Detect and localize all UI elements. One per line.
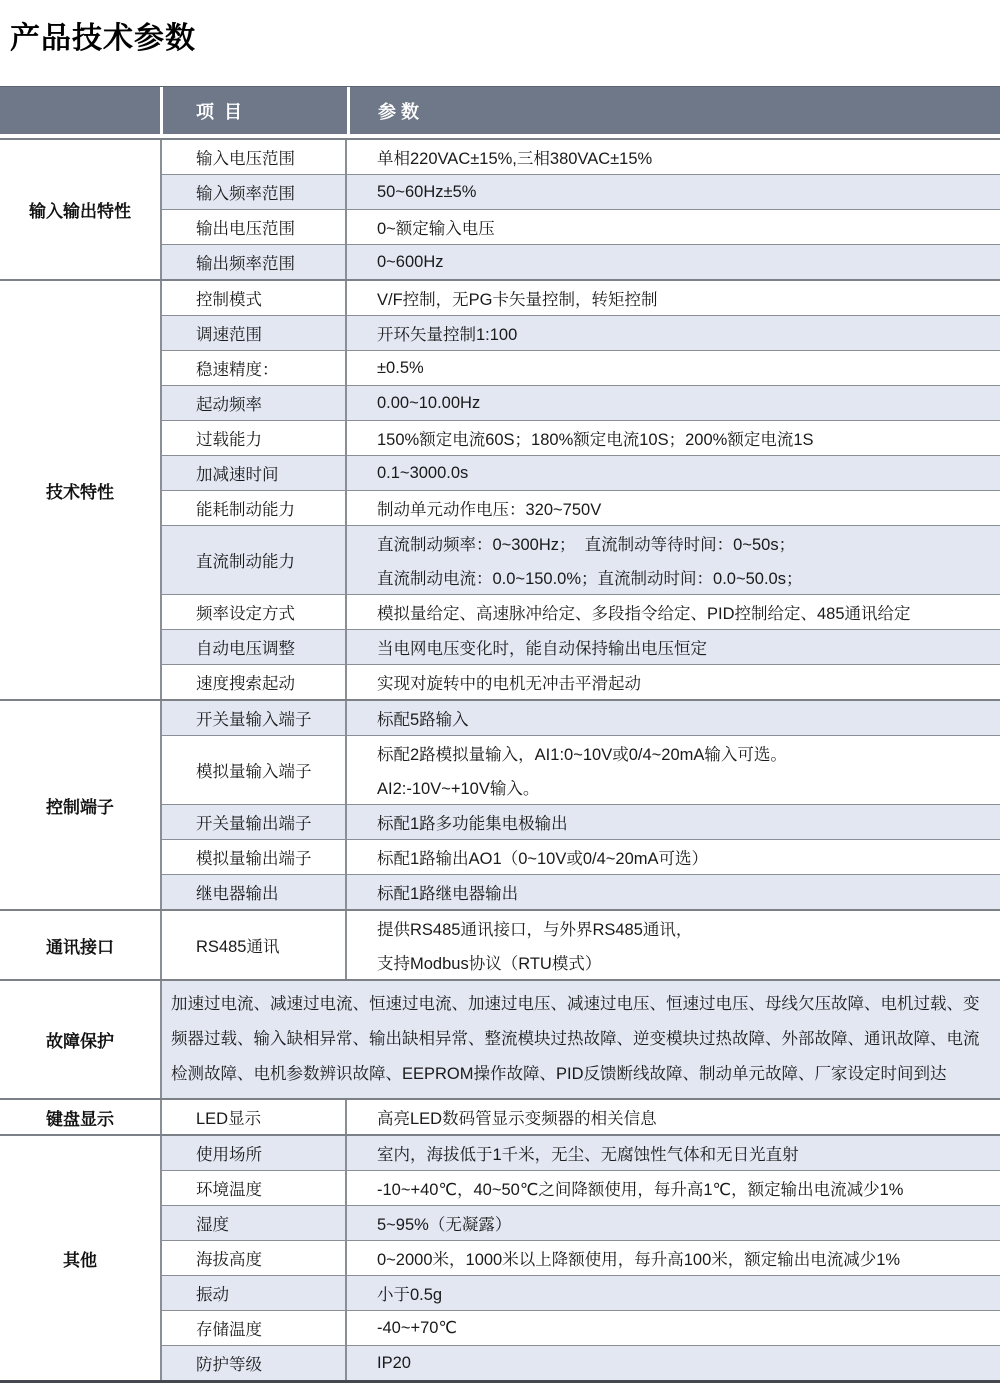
value-line: 标配2路模拟量输入，AI1:0~10V或0/4~20mA输入可选。 xyxy=(377,746,787,764)
section-rows xyxy=(160,140,1000,279)
category-cell: 故障保护 xyxy=(0,981,160,1098)
table-row xyxy=(162,701,1000,735)
item-cell: 模拟量输入端子 xyxy=(162,736,347,804)
table-row xyxy=(162,174,1000,209)
table-row xyxy=(162,244,1000,279)
header-item-column: 项 目 xyxy=(160,87,347,134)
value-line: 标配1路多功能集电极输出 xyxy=(377,815,568,833)
table-row xyxy=(162,804,1000,839)
item-cell: LED显示 xyxy=(162,1100,347,1134)
value-line: 模拟量给定、高速脉冲给定、多段指令给定、PID控制给定、485通讯给定 xyxy=(377,605,911,623)
value-line: ±0.5% xyxy=(377,358,424,377)
section-rows xyxy=(160,1136,1000,1380)
value-cell xyxy=(347,316,1000,350)
item-cell: 调速范围 xyxy=(162,316,347,350)
table-row xyxy=(162,1100,1000,1134)
value-line: 标配5路输入 xyxy=(377,711,469,729)
value-line: 0~2000米，1000米以上降额使用，每升高100米，额定输出电流减少1% xyxy=(377,1251,901,1269)
item-cell: 开关量输出端子 xyxy=(162,805,347,839)
category-cell: 输入输出特性 xyxy=(0,140,160,279)
category-cell: 其他 xyxy=(0,1136,160,1380)
category-cell: 键盘显示 xyxy=(0,1100,160,1134)
value-cell xyxy=(347,175,1000,209)
value-line: 直流制动频率：0~300Hz； 直流制动等待时间：0~50s； xyxy=(377,536,796,554)
section-rows xyxy=(160,981,1000,1098)
page-title: 产品技术参数 xyxy=(10,22,196,55)
item-cell: RS485通讯 xyxy=(162,911,347,979)
item-cell: 能耗制动能力 xyxy=(162,491,347,525)
section-rows xyxy=(160,1100,1000,1134)
value-line: 0~600Hz xyxy=(377,252,444,271)
table-row xyxy=(162,664,1000,699)
value-line: -40~+70℃ xyxy=(377,1319,458,1337)
value-line: 标配1路继电器输出 xyxy=(377,885,519,903)
item-cell: 输入频率范围 xyxy=(162,175,347,209)
item-cell: 继电器输出 xyxy=(162,875,347,909)
table-section xyxy=(0,1098,1000,1134)
value-cell xyxy=(347,1100,1000,1134)
item-cell: 环境温度 xyxy=(162,1171,347,1205)
value-cell xyxy=(347,840,1000,874)
item-cell: 速度搜索起动 xyxy=(162,665,347,699)
table-row xyxy=(162,140,1000,174)
item-cell: 海拔高度 xyxy=(162,1241,347,1275)
table-row xyxy=(162,281,1000,315)
value-line: IP20 xyxy=(377,1353,411,1372)
value-line: 直流制动电流：0.0~150.0%；直流制动时间：0.0~50.0s； xyxy=(377,570,803,588)
value-line: 制动单元动作电压：320~750V xyxy=(377,501,602,519)
value-cell xyxy=(347,210,1000,244)
section-rows xyxy=(160,281,1000,699)
table-row xyxy=(162,525,1000,594)
value-cell xyxy=(347,1311,1000,1345)
value-line: 0~额定输入电压 xyxy=(377,220,495,238)
value-cell xyxy=(347,491,1000,525)
value-cell xyxy=(347,630,1000,664)
item-cell: 开关量输入端子 xyxy=(162,701,347,735)
item-cell: 起动频率 xyxy=(162,386,347,420)
header-category-column xyxy=(0,87,160,134)
section-rows xyxy=(160,701,1000,909)
value-cell xyxy=(347,1136,1000,1170)
table-row xyxy=(162,1240,1000,1275)
table-section xyxy=(0,909,1000,979)
value-cell xyxy=(347,701,1000,735)
table-row xyxy=(162,1275,1000,1310)
value-line: 0.1~3000.0s xyxy=(377,463,469,482)
table-row xyxy=(162,735,1000,804)
value-line: 单相220VAC±15%,三相380VAC±15% xyxy=(377,150,653,168)
item-cell: 频率设定方式 xyxy=(162,595,347,629)
value-cell xyxy=(347,351,1000,385)
table-section xyxy=(0,138,1000,279)
table-header-row xyxy=(0,86,1000,134)
item-cell: 过载能力 xyxy=(162,421,347,455)
value-cell xyxy=(347,665,1000,699)
value-line: 提供RS485通讯接口，与外界RS485通讯， xyxy=(377,921,693,939)
value-cell xyxy=(347,245,1000,279)
item-cell: 加减速时间 xyxy=(162,456,347,490)
table-row xyxy=(162,385,1000,420)
value-line: V/F控制，无PG卡矢量控制，转矩控制 xyxy=(377,291,658,309)
value-cell xyxy=(347,140,1000,174)
value-cell xyxy=(347,911,1000,979)
value-cell xyxy=(347,1276,1000,1310)
table-row xyxy=(162,1345,1000,1380)
table-row xyxy=(162,490,1000,525)
spec-table xyxy=(0,86,1000,1383)
value-line: 室内，海拔低于1千米，无尘、无腐蚀性气体和无日光直射 xyxy=(377,1146,799,1164)
item-cell: 直流制动能力 xyxy=(162,526,347,594)
value-line: AI2:-10V~+10V输入。 xyxy=(377,780,540,798)
value-cell xyxy=(347,456,1000,490)
item-cell: 存储温度 xyxy=(162,1311,347,1345)
value-cell xyxy=(347,1206,1000,1240)
table-row xyxy=(162,1310,1000,1345)
category-cell: 技术特性 xyxy=(0,281,160,699)
table-row xyxy=(162,420,1000,455)
section-rows xyxy=(160,911,1000,979)
value-cell xyxy=(347,595,1000,629)
value-cell xyxy=(347,386,1000,420)
table-row xyxy=(162,455,1000,490)
item-cell: 输出电压范围 xyxy=(162,210,347,244)
table-row xyxy=(162,1205,1000,1240)
table-section xyxy=(0,699,1000,909)
item-cell: 输入电压范围 xyxy=(162,140,347,174)
value-cell xyxy=(347,281,1000,315)
item-cell: 振动 xyxy=(162,1276,347,1310)
table-row xyxy=(162,594,1000,629)
table-section xyxy=(0,279,1000,699)
table-row xyxy=(162,315,1000,350)
item-cell: 防护等级 xyxy=(162,1346,347,1380)
value-cell xyxy=(347,1171,1000,1205)
category-cell: 控制端子 xyxy=(0,701,160,909)
item-cell: 使用场所 xyxy=(162,1136,347,1170)
table-row xyxy=(162,1170,1000,1205)
value-cell xyxy=(347,875,1000,909)
table-body xyxy=(0,138,1000,1383)
item-cell: 稳速精度： xyxy=(162,351,347,385)
value-cell xyxy=(347,805,1000,839)
value-line: 0.00~10.00Hz xyxy=(377,393,481,412)
value-cell xyxy=(347,526,1000,594)
item-cell: 自动电压调整 xyxy=(162,630,347,664)
value-line: 标配1路输出AO1（0~10V或0/4~20mA可选） xyxy=(377,850,709,868)
table-row xyxy=(162,839,1000,874)
table-row xyxy=(162,874,1000,909)
header-param-column: 参 数 xyxy=(347,87,1000,134)
item-cell: 控制模式 xyxy=(162,281,347,315)
merged-value-cell: 加速过电流、减速过电流、恒速过电流、加速过电压、减速过电压、恒速过电压、母线欠压故障、电机过载、变频器过载、输入缺相异常、输出缺相异常、整流模块过热故障、逆变模块过热故障、外部故障、通讯故障、电流检测故障、电机参数辨识故障、EEPROM操作故障、PID反馈断线故障、制动单元故障、厂家设定时间到达 xyxy=(162,981,1000,1098)
category-cell: 通讯接口 xyxy=(0,911,160,979)
value-line: 支持Modbus协议（RTU模式） xyxy=(377,955,602,973)
table-row xyxy=(162,629,1000,664)
item-cell: 模拟量输出端子 xyxy=(162,840,347,874)
value-line: 开环矢量控制1:100 xyxy=(377,326,518,344)
table-section xyxy=(0,979,1000,1098)
value-cell xyxy=(347,1346,1000,1380)
table-row xyxy=(162,350,1000,385)
value-line: 5~95%（无凝露） xyxy=(377,1216,512,1234)
table-row xyxy=(162,911,1000,979)
table-row xyxy=(162,209,1000,244)
value-cell xyxy=(347,736,1000,804)
value-cell xyxy=(347,421,1000,455)
value-cell xyxy=(347,1241,1000,1275)
item-cell: 输出频率范围 xyxy=(162,245,347,279)
value-line: -10~+40℃，40~50℃之间降额使用，每升高1℃，额定输出电流减少1% xyxy=(377,1181,904,1199)
table-section xyxy=(0,1134,1000,1380)
value-line: 高亮LED数码管显示变频器的相关信息 xyxy=(377,1110,657,1128)
item-cell: 湿度 xyxy=(162,1206,347,1240)
value-line: 150%额定电流60S；180%额定电流10S；200%额定电流1S xyxy=(377,431,814,449)
value-line: 当电网电压变化时，能自动保持输出电压恒定 xyxy=(377,640,707,658)
value-line: 小于0.5g xyxy=(377,1286,443,1304)
table-row xyxy=(162,1136,1000,1170)
value-line: 50~60Hz±5% xyxy=(377,182,477,201)
value-line: 实现对旋转中的电机无冲击平滑起动 xyxy=(377,675,641,693)
